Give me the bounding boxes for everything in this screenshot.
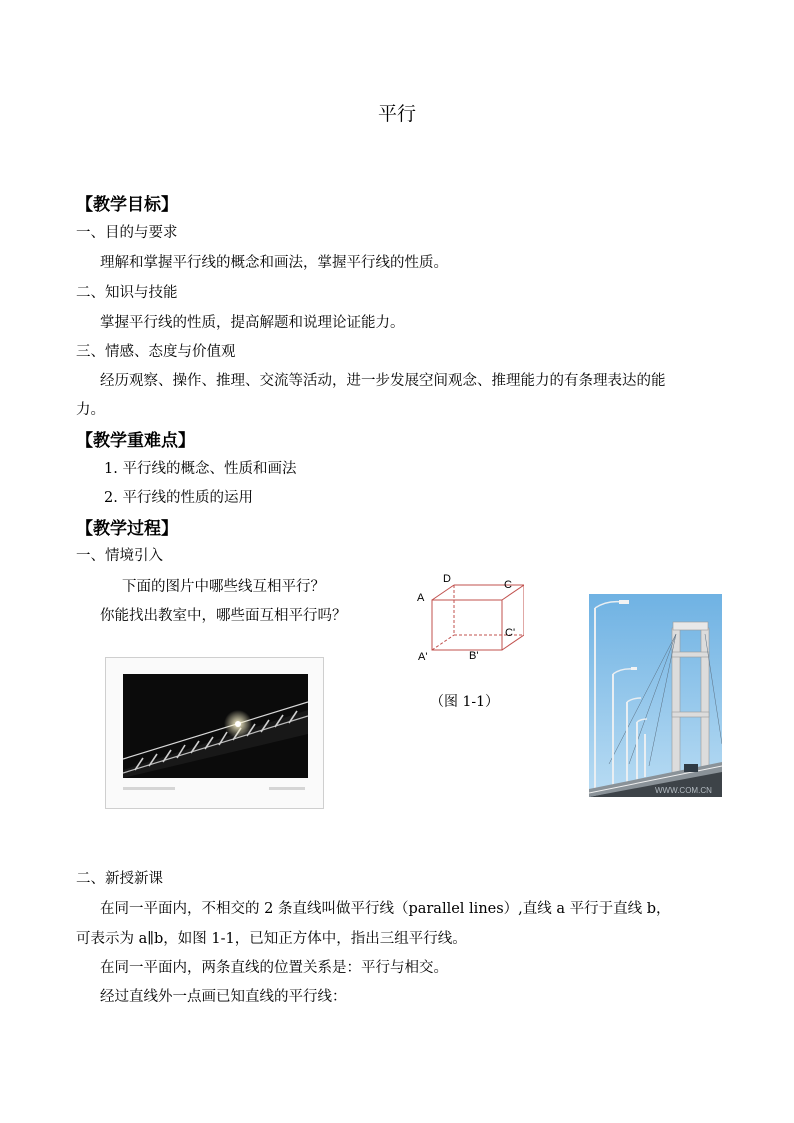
parallel-lines-photo	[105, 657, 324, 809]
parallel-rails-image	[123, 674, 308, 778]
cube-label-c: C	[504, 579, 512, 591]
new-lesson-paragraph1-line2: 可表示为 a∥b，如图 1-1，已知正方体中，指出三组平行线。	[76, 931, 467, 947]
section-heading-key-points: 【教学重难点】	[76, 431, 195, 451]
new-lesson-paragraph3: 经过直线外一点画已知直线的平行线：	[100, 989, 347, 1005]
goals-item3-text-line2: 力。	[76, 402, 105, 418]
intro-heading: 一、情境引入	[76, 548, 163, 564]
key-point-2: 2. 平行线的性质的运用	[104, 490, 253, 506]
goals-item2-text: 掌握平行线的性质，提高解题和说理论证能力。	[100, 315, 405, 331]
goals-item1-heading: 一、目的与要求	[76, 225, 178, 241]
intro-question-2: 你能找出教室中，哪些面互相平行吗？	[100, 608, 347, 624]
cube-label-a-prime: A'	[418, 651, 428, 663]
intro-question-1: 下面的图片中哪些线互相平行？	[122, 579, 325, 595]
section-heading-process: 【教学过程】	[76, 519, 178, 539]
bridge-photo	[589, 594, 722, 797]
goals-item3-text-line1: 经历观察、操作、推理、交流等活动，进一步发展空间观念、推理能力的有条理表达的能	[100, 373, 666, 389]
figure-caption: （图 1-1）	[430, 694, 499, 710]
cube-label-b-prime: B'	[469, 650, 479, 662]
cube-label-c-prime: C'	[505, 627, 516, 639]
key-point-1: 1. 平行线的概念、性质和画法	[104, 461, 297, 477]
photo-caption-right	[269, 787, 305, 790]
section-heading-goals: 【教学目标】	[76, 195, 178, 215]
page-title: 平行	[377, 103, 416, 125]
new-lesson-paragraph2: 在同一平面内，两条直线的位置关系是：平行与相交。	[100, 960, 448, 976]
goals-item1-text: 理解和掌握平行线的概念和画法，掌握平行线的性质。	[100, 255, 448, 271]
photo-caption-left	[123, 787, 175, 790]
goals-item3-heading: 三、情感、态度与价值观	[76, 344, 236, 360]
cube-label-a: A	[417, 592, 425, 604]
cube-label-d: D	[443, 573, 451, 585]
new-lesson-heading: 二、新授新课	[76, 871, 163, 887]
new-lesson-paragraph1-line1: 在同一平面内，不相交的 2 条直线叫做平行线（parallel lines）,直线 a 平行于直线 b，	[100, 901, 671, 917]
photo-watermark: WWW.COM.CN	[655, 786, 712, 795]
bridge-streetlamps-image	[589, 594, 722, 797]
goals-item2-heading: 二、知识与技能	[76, 285, 178, 301]
